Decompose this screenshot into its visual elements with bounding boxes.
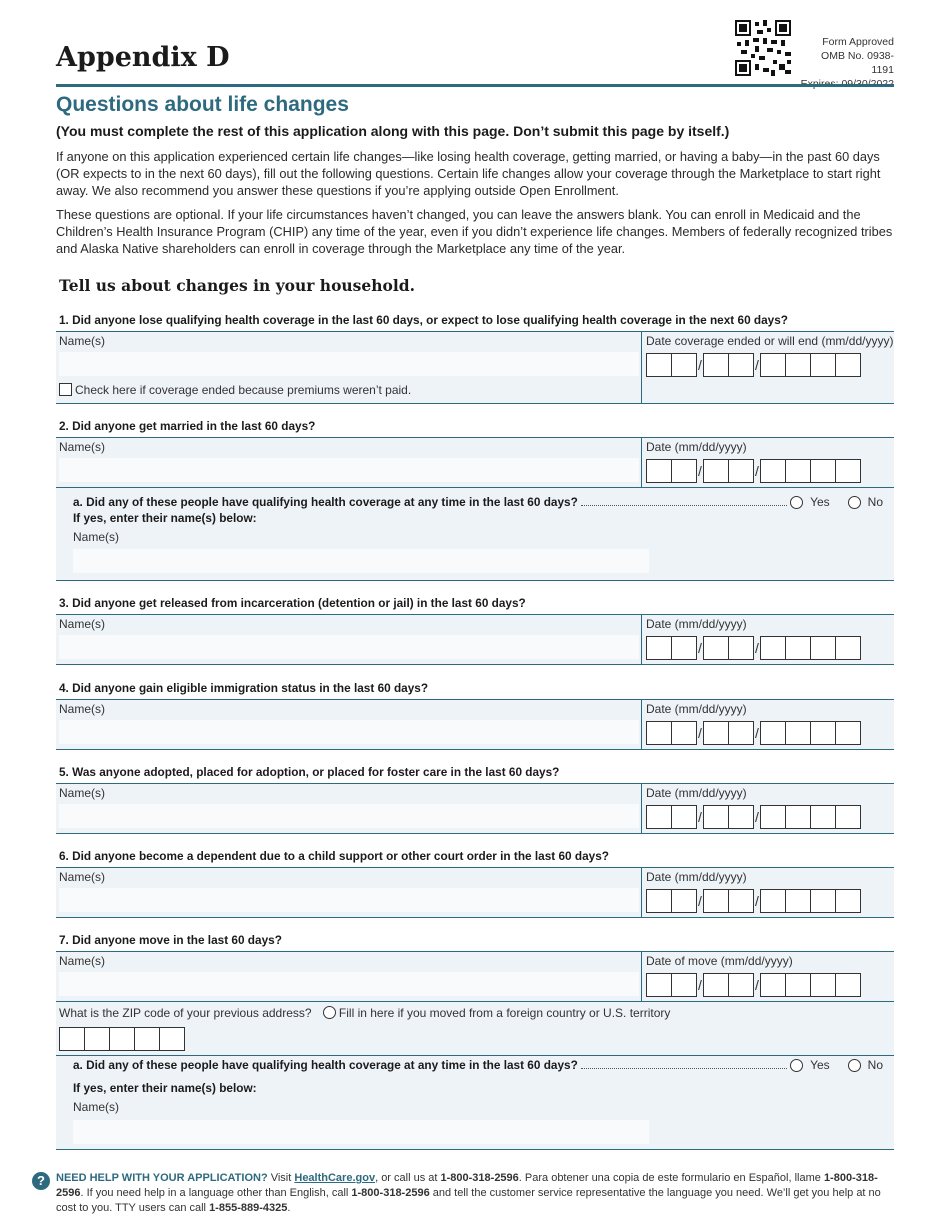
healthcare-link[interactable]: HealthCare.gov xyxy=(294,1172,376,1184)
qr-code xyxy=(735,20,791,76)
date-input[interactable]: / / xyxy=(646,805,861,829)
intro-paragraph: These questions are optional. If your life circumstances haven’t changed, you can leave the answers blank. You can enroll in Medicaid and the Children’s Health Insurance Program (CHIP) any time of the year, even if you didn’t experience life changes. Members of federally recognized tribes and Alaska Native shareholders can enroll in coverage through the Marketplace any time of the year. xyxy=(56,207,893,256)
household-heading: Tell us about changes in your household. xyxy=(59,276,415,295)
names-input[interactable] xyxy=(59,458,639,482)
zip-row xyxy=(59,1006,670,1020)
column-divider xyxy=(641,438,642,487)
footer-text: Visit xyxy=(267,1172,295,1184)
yes-radio[interactable] xyxy=(790,1059,803,1072)
phone-number: 1-800-318-2596 xyxy=(351,1187,430,1199)
omb-line: Form Approved xyxy=(822,36,894,48)
question-7a-row xyxy=(73,1058,883,1072)
if-yes-label: If yes, enter their name(s) below: xyxy=(73,511,257,525)
names-label: Name(s) xyxy=(59,702,106,716)
question-icon: ? xyxy=(32,1172,50,1190)
names-input[interactable] xyxy=(59,888,639,912)
question-6: 6. Did anyone become a dependent due to a child support or other court order in the last 60 days? xyxy=(59,849,609,863)
row-divider xyxy=(56,1001,894,1002)
date-label: Date (mm/dd/yyyy) xyxy=(646,617,747,631)
date-label: Date coverage ended or will end (mm/dd/yyyy) xyxy=(646,334,894,348)
no-radio[interactable] xyxy=(848,496,861,509)
no-radio[interactable] xyxy=(848,1059,861,1072)
help-lead: NEED HELP WITH YOUR APPLICATION? xyxy=(56,1172,268,1184)
column-divider xyxy=(641,700,642,749)
names-input[interactable] xyxy=(59,972,639,996)
no-label: No xyxy=(867,1058,883,1072)
intro-paragraph: If anyone on this application experienced certain life changes—like losing health coverage, getting married, or having a baby—in the past 60 days (OR expects to in the next 60 days), fill out the following questions. Certain life changes allow your coverage through the Marketplace to start right away. We also recommend you answer these questions if you’re applying outside Open Enrollment. xyxy=(56,149,881,198)
names-label: Name(s) xyxy=(59,870,106,884)
column-divider xyxy=(641,615,642,664)
question-2a: a. Did any of these people have qualifying health coverage at any time in the last 60 days? xyxy=(73,495,578,509)
date-input[interactable]: / / xyxy=(646,721,861,745)
date-label: Date (mm/dd/yyyy) xyxy=(646,702,747,716)
row-divider xyxy=(56,487,894,488)
premium-checkbox-row xyxy=(59,383,411,397)
header-divider xyxy=(56,84,894,87)
date-input[interactable]: / / xyxy=(646,459,861,483)
names-input[interactable] xyxy=(59,720,639,744)
if-yes-label: If yes, enter their name(s) below: xyxy=(73,1081,257,1095)
footer-text: and tell the customer service representative the language you need. We’ll get you help at no cost to you. TTY users can call xyxy=(56,1187,881,1214)
section-heading: Questions about life changes xyxy=(56,93,349,116)
date-input[interactable]: / / xyxy=(646,889,861,913)
omb-approval xyxy=(800,35,894,91)
names-input[interactable] xyxy=(73,1120,649,1144)
column-divider xyxy=(641,952,642,1001)
help-footer xyxy=(56,1171,896,1216)
yes-radio[interactable] xyxy=(790,496,803,509)
yes-label: Yes xyxy=(810,1058,830,1072)
column-divider xyxy=(641,784,642,833)
zip-input[interactable] xyxy=(59,1027,185,1051)
names-label: Name(s) xyxy=(73,1100,120,1114)
phone-number: 1-800-318-2596 xyxy=(56,1172,878,1199)
footer-text: . If you need help in a language other than English, call xyxy=(80,1187,352,1199)
row-divider xyxy=(56,1055,894,1056)
footer-text: , or call us at xyxy=(375,1172,441,1184)
question-2a-row xyxy=(73,495,883,509)
foreign-radio[interactable] xyxy=(323,1006,336,1019)
question-5-box xyxy=(56,783,894,834)
page-title: Appendix D xyxy=(56,42,230,73)
footer-text: . Para obtener una copia de este formulario en Español, llame xyxy=(518,1172,824,1184)
date-label: Date (mm/dd/yyyy) xyxy=(646,440,747,454)
dot-leader xyxy=(581,1058,787,1069)
dot-leader xyxy=(581,495,787,506)
date-input[interactable]: / / xyxy=(646,353,861,377)
column-divider xyxy=(641,868,642,917)
date-label: Date (mm/dd/yyyy) xyxy=(646,786,747,800)
question-7: 7. Did anyone move in the last 60 days? xyxy=(59,933,282,947)
date-input[interactable]: / / xyxy=(646,973,861,997)
names-label: Name(s) xyxy=(73,530,120,544)
names-input[interactable] xyxy=(73,549,649,573)
date-label: Date of move (mm/dd/yyyy) xyxy=(646,954,793,968)
checkbox-label: Check here if coverage ended because premiums weren’t paid. xyxy=(75,383,412,397)
question-3-box xyxy=(56,614,894,665)
column-divider xyxy=(641,332,642,403)
question-3: 3. Did anyone get released from incarceration (detention or jail) in the last 60 days? xyxy=(59,596,526,610)
question-4: 4. Did anyone gain eligible immigration status in the last 60 days? xyxy=(59,681,429,695)
date-input[interactable]: / / xyxy=(646,636,861,660)
phone-number: 1-800-318-2596 xyxy=(440,1172,519,1184)
question-6-box xyxy=(56,867,894,918)
question-4-box xyxy=(56,699,894,750)
footer-text: . xyxy=(287,1202,291,1214)
instruction-note: (You must complete the rest of this application along with this page. Don’t submit this page by itself.) xyxy=(56,123,730,139)
names-label: Name(s) xyxy=(59,334,106,348)
question-1-box xyxy=(56,331,894,404)
date-label: Date (mm/dd/yyyy) xyxy=(646,870,747,884)
names-label: Name(s) xyxy=(59,786,106,800)
names-label: Name(s) xyxy=(59,617,106,631)
yes-label: Yes xyxy=(810,495,830,509)
foreign-label: Fill in here if you moved from a foreign country or U.S. territory xyxy=(338,1006,671,1020)
tty-number: 1-855-889-4325 xyxy=(209,1202,288,1214)
omb-line: OMB No. 0938-1191 xyxy=(821,50,894,76)
no-label: No xyxy=(867,495,883,509)
names-input[interactable] xyxy=(59,352,639,376)
names-input[interactable] xyxy=(59,804,639,828)
names-input[interactable] xyxy=(59,635,639,659)
zip-question: What is the ZIP code of your previous address? xyxy=(59,1006,312,1020)
names-label: Name(s) xyxy=(59,440,106,454)
question-7a: a. Did any of these people have qualifying health coverage at any time in the last 60 days? xyxy=(73,1058,578,1072)
question-5: 5. Was anyone adopted, placed for adoption, or placed for foster care in the last 60 days? xyxy=(59,765,560,779)
question-1: 1. Did anyone lose qualifying health coverage in the last 60 days, or expect to lose qualifying health coverage in the next 60 days? xyxy=(59,313,788,327)
question-2: 2. Did anyone get married in the last 60 days? xyxy=(59,419,316,433)
names-label: Name(s) xyxy=(59,954,106,968)
premium-checkbox[interactable] xyxy=(59,383,72,396)
